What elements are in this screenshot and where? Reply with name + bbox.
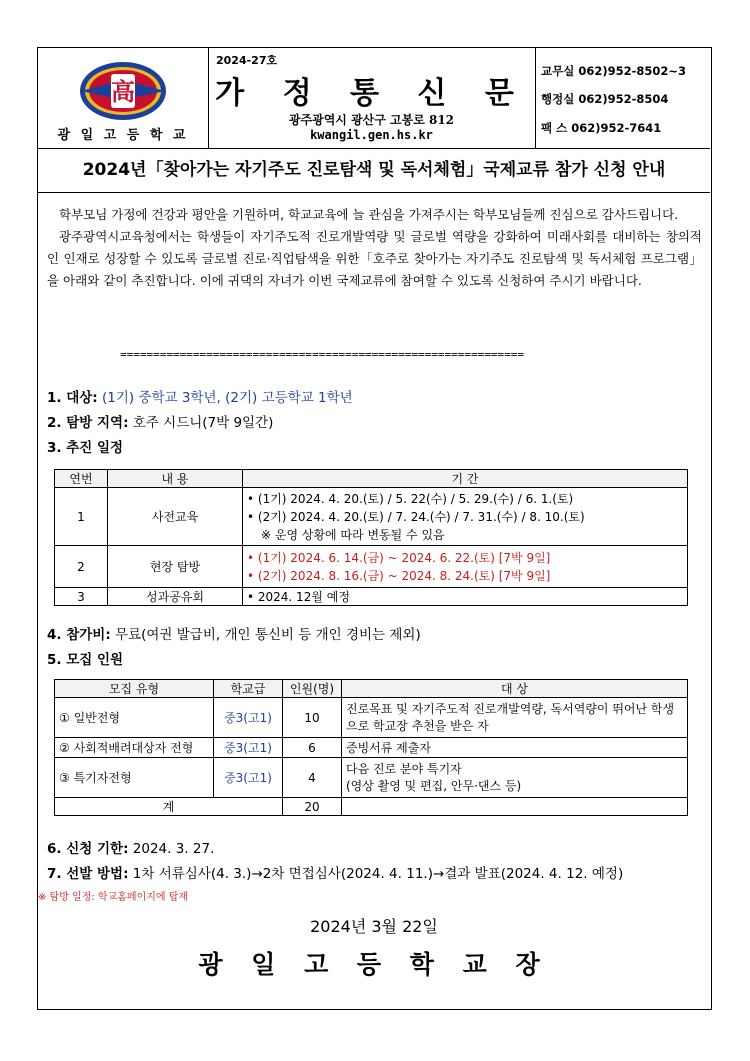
notice-title: 2024년「찾아가는 자기주도 진로탐색 및 독서체험」국제교류 참가 신청 안내: [38, 148, 710, 193]
period-line: • (2기) 2024. 4. 20.(토) / 7. 24.(수) / 7. 31.(수) / 8. 10.(토): [247, 509, 585, 524]
intro-paragraph: 학부모님 가정에 건강과 평안을 기원하며, 학교교육에 늘 관심을 가져주시는 학부모님들께 진심으로 감사드립니다.: [59, 207, 679, 222]
period-note: ※ 운영 상황에 따라 변동될 수 있음: [261, 527, 445, 542]
total-label: 계: [55, 798, 283, 816]
recruit-level: 중3(고1): [214, 738, 283, 758]
item-cost: [47, 623, 421, 643]
recruit-table: [54, 679, 688, 816]
item-label: 6. 신청 기한:: [47, 841, 129, 857]
row-number: 2: [55, 546, 108, 588]
recruit-target: 진로목표 및 자기주도적 진로개발역량, 독서역량이 뛰어난 학생으로 학교장 추천을 받은 자: [342, 698, 688, 738]
table-row: [55, 758, 688, 798]
issue-number: 2024-27호: [216, 54, 278, 67]
recruit-target: 증빙서류 제출자: [342, 738, 688, 758]
row-content: 사전교육: [108, 488, 243, 546]
separator-line: =============================================================: [120, 348, 524, 361]
period-line: • (2기) 2024. 8. 16.(금) ~ 2024. 8. 24.(토) [7박 9일]: [247, 568, 551, 583]
table-row: [55, 588, 688, 606]
recruit-count: 10: [283, 698, 342, 738]
col-header: 학교급: [214, 680, 283, 698]
item-value: 무료(여권 발급비, 개인 통신비 등 개인 경비는 제외): [115, 627, 421, 643]
row-number: 1: [55, 488, 108, 546]
item-label: 3. 추진 일정: [47, 440, 124, 456]
recruit-count: 6: [283, 738, 342, 758]
school-name: 광 일 고 등 학 교: [57, 128, 189, 143]
col-header: 내 용: [108, 470, 243, 488]
item-value: 1차 서류심사(4. 3.)→2차 면접심사(2024. 4. 11.)→결과 발표(2024. 4. 12. 예정): [132, 866, 624, 882]
school-address: 광주광역시 광산구 고봉로 812: [288, 113, 455, 127]
logo-cell: [38, 48, 209, 148]
table-row: [55, 738, 688, 758]
recruit-level: 중3(고1): [214, 758, 283, 798]
table-row: [55, 546, 688, 588]
item-region: [47, 411, 273, 431]
item-schedule: [47, 436, 123, 456]
schedule-note: ※ 탐방 일정: 학교홈페이지에 탑재: [38, 892, 189, 903]
recruit-type: ③ 특기자전형: [55, 758, 214, 798]
table-row: [55, 798, 688, 816]
recruit-target: 다음 진로 분야 특기자 (영상 촬영 및 편집, 안무·댄스 등): [342, 758, 688, 798]
item-label: 4. 참가비:: [47, 627, 111, 643]
recruit-level: 중3(고1): [214, 698, 283, 738]
row-content: 성과공유회: [108, 588, 243, 606]
contact-office: 교무실 062)952-8502~3: [541, 64, 687, 78]
item-deadline: [47, 837, 214, 857]
row-period: [243, 546, 688, 588]
col-header: 연번: [55, 470, 108, 488]
title-cell: [208, 48, 536, 148]
recruit-count: 4: [283, 758, 342, 798]
recruit-type: ① 일반전형: [55, 698, 214, 738]
logo-char: 高: [111, 77, 135, 106]
school-logo: [78, 60, 168, 122]
item-value: 호주 시드니(7박 9일간): [132, 415, 274, 431]
period-line: • (1기) 2024. 6. 14.(금) ~ 2024. 6. 22.(토) [7박 9일]: [247, 550, 551, 565]
item-target: [47, 386, 353, 406]
period-line: • (1기) 2024. 4. 20.(토) / 5. 22(수) / 5. 29.(수) / 6. 1.(토): [247, 491, 574, 506]
contact-admin: 행정실 062)952-8504: [541, 92, 669, 106]
issue-date: 2024년 3월 22일: [310, 917, 438, 936]
table-row: [55, 488, 688, 546]
item-value: 2024. 3. 27.: [132, 841, 215, 857]
item-label: 5. 모집 인원: [47, 652, 124, 668]
newsletter-title: 가 정 통 신 문: [215, 76, 528, 111]
school-homepage: kwangil.gen.hs.kr: [310, 128, 433, 142]
intro-paragraph: 광주광역시교육청에서는 학생들이 자기주도적 진로개발역량 및 글로벌 역량을 강화하여 미래사회를 대비하는 창의적인 인재로 성장할 수 있도록 글로벌 진로·직업탐색을 위한「호주로 찾아가는 자기주도 진로탐색 및 독서체험 프로그램」을 아래와 같이 추진합니다. 이에 귀댁의 자녀가 이번 국제교류에 참여할 수 있도록 신청하여 주시기 바랍니다.: [47, 229, 702, 288]
item-label: 2. 탐방 지역:: [47, 415, 129, 431]
col-header: 인원(명): [283, 680, 342, 698]
row-period: [243, 488, 688, 546]
recruit-type: ② 사회적배려대상자 전형: [55, 738, 214, 758]
row-number: 3: [55, 588, 108, 606]
item-recruit: [47, 648, 123, 668]
item-label: 1. 대상:: [47, 390, 98, 406]
header: [38, 48, 710, 149]
item-label: 7. 선발 방법:: [47, 866, 129, 882]
total-empty: [342, 798, 688, 816]
col-header: 기 간: [243, 470, 688, 488]
contact-fax: 팩 스 062)952-7641: [541, 121, 662, 135]
item-selection: [47, 862, 623, 882]
principal-signature: 광 일 고 등 학 교 장: [198, 950, 550, 979]
col-header: 모집 유형: [55, 680, 214, 698]
contact-cell: [535, 48, 710, 148]
item-value: (1기) 중학교 3학년, (2기) 고등학교 1학년: [102, 390, 353, 406]
newsletter-frame: [37, 47, 712, 1010]
table-row: [55, 698, 688, 738]
total-value: 20: [283, 798, 342, 816]
row-period: • 2024. 12월 예정: [243, 588, 688, 606]
col-header: 대 상: [342, 680, 688, 698]
intro-text: [47, 204, 702, 292]
row-content: 현장 탐방: [108, 546, 243, 588]
schedule-table: [54, 469, 688, 606]
